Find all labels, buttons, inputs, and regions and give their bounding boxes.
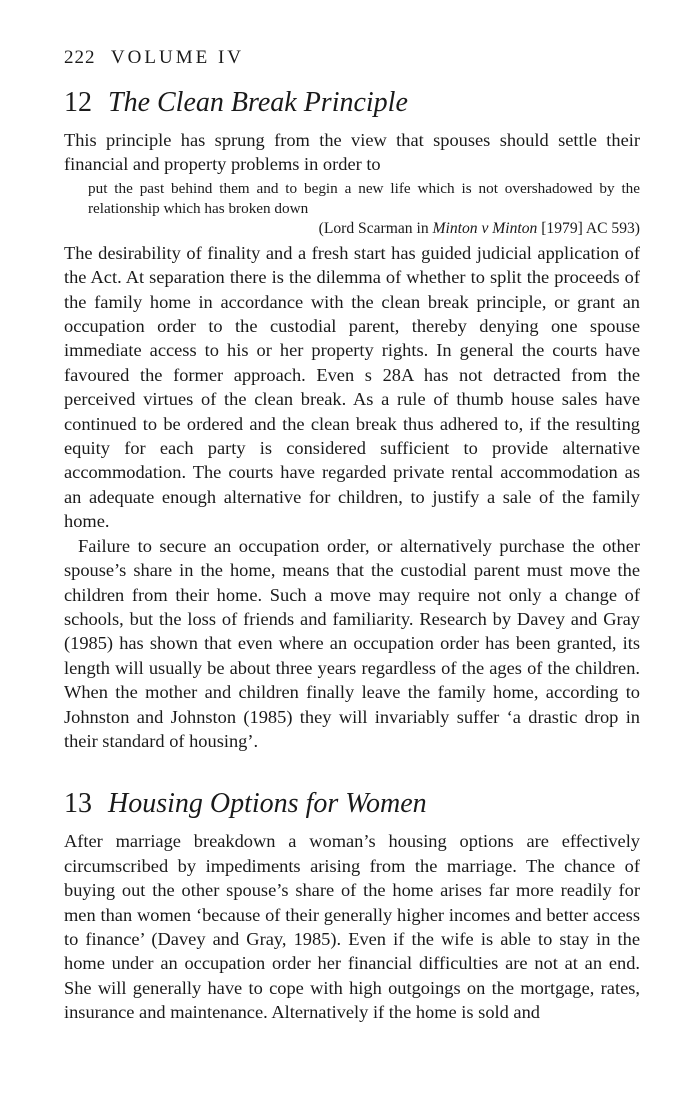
section-12-title: The Clean Break Principle (108, 87, 408, 118)
quote-citation (64, 219, 640, 239)
section-13-heading (64, 787, 640, 821)
citation-suffix: [1979] AC 593) (537, 219, 640, 237)
citation-case: Minton v Minton (432, 219, 538, 237)
section-12-number: 12 (64, 87, 92, 118)
section-12-paragraph-2: Failure to secure an occupation order, or alternatively purchase the other spouse’s share in the home, means that the custodial parent must move the children from their home. Such a move may require not only a change of schools, but the loss of friends and familiarity. Research by Davey and Gray (1985) has shown that even where an occupation order has been granted, its length will usually be about three years regardless of the ages of the children. When the mother and children finally leave the family home, according to Johnston and Johnston (1985) they will invariably suffer ‘a drastic drop in their standard of housing’. (64, 535, 640, 751)
page-number: 222 (64, 47, 96, 68)
section-12-intro: This principle has sprung from the view that spouses should settle their financial and property problems in order to (64, 130, 640, 175)
citation-prefix: (Lord Scarman in (318, 219, 433, 237)
section-spacer (64, 753, 640, 787)
section-13-paragraph-1: After marriage breakdown a woman’s housing options are effectively circumscribed by impediments arising from the marriage. The chance of buying out the other spouse’s share of the home arises far more readily for men than women ‘because of their generally higher incomes and better access to finance’ (Davey and Gray, 1985). Even if the wife is able to stay in the home under an occupation order her financial difficulties are not at an end. She will generally have to cope with high outgoings on the mortgage, rates, insurance and maintenance. Alternatively if the home is sold and (64, 831, 640, 1023)
section-13-title: Housing Options for Women (108, 788, 427, 820)
block-quote: put the past behind them and to begin a new life which is not overshadowed by the relationship which has broken down (88, 179, 640, 217)
section-12-paragraph-1: The desirability of finality and a fresh start has guided judicial application of the Act. At separation there is the dilemma of whether to split the proceeds of the family home in accordance with the clean break principle, or grant an occupation order to the custodial parent, thereby denying one spouse immediate access to his or her property rights. In general the courts have favoured the former approach. Even s 28A has not detracted from the perceived virtues of the clean break. As a rule of thumb house sales have continued to be ordered and the clean break thus adhered to, if the resulting equity for each party is considered sufficient to provide alternative accommodation. The courts have regarded private rental accommodation as an adequate enough alternative for children, to justify a sale of the family home. (64, 242, 640, 532)
section-13-number: 13 (64, 788, 92, 820)
volume-label: VOLUME IV (110, 47, 244, 68)
running-head (64, 46, 640, 70)
section-12-heading (64, 86, 640, 120)
